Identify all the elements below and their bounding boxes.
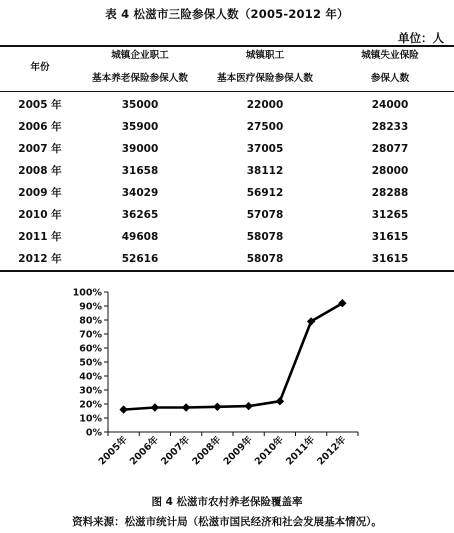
y-tick-label: 10% <box>79 413 102 425</box>
medical-cell: 56912 <box>246 187 284 199</box>
pension-cell: 35900 <box>121 121 159 133</box>
unemployment-cell: 24000 <box>371 99 409 111</box>
y-tick-label: 70% <box>79 329 102 341</box>
year-cell: 2007 年 <box>18 143 62 155</box>
medical-cell: 58078 <box>246 253 284 265</box>
y-tick-label: 50% <box>79 357 102 369</box>
figure-caption: 图 4 松滋市农村养老保险覆盖率 <box>151 496 303 508</box>
x-tick-label: 2012年 <box>315 434 349 468</box>
header-pension-line2: 基本养老保险参保人数 <box>92 73 188 84</box>
table-title: 表 4 松滋市三险参保人数（2005-2012 年） <box>105 7 349 21</box>
unemployment-cell: 28077 <box>371 143 409 155</box>
data-point-marker <box>276 397 284 405</box>
x-tick-label: 2006年 <box>127 434 161 468</box>
medical-cell: 58078 <box>246 231 284 243</box>
medical-cell: 22000 <box>246 99 284 111</box>
unemployment-cell: 31265 <box>371 209 409 221</box>
header-unemployment-line1: 城镇失业保险 <box>361 50 419 61</box>
source-note: 资料来源：松滋市统计局（松滋市国民经济和社会发展基本情况）。 <box>72 516 382 528</box>
year-cell: 2006 年 <box>18 121 62 133</box>
pension-cell: 35000 <box>121 99 159 111</box>
unemployment-cell: 31615 <box>371 253 409 265</box>
year-cell: 2011 年 <box>18 231 62 243</box>
pension-cell: 36265 <box>121 209 159 221</box>
x-tick-label: 2010年 <box>252 434 286 468</box>
y-tick-label: 20% <box>79 399 102 411</box>
coverage-line-chart <box>60 280 370 490</box>
y-tick-label: 40% <box>79 371 102 383</box>
year-cell: 2010 年 <box>18 209 62 221</box>
header-year: 年份 <box>30 62 50 73</box>
pension-cell: 34029 <box>121 187 159 199</box>
x-tick-label: 2011年 <box>284 434 318 468</box>
medical-cell: 38112 <box>246 165 284 177</box>
data-point-marker <box>119 405 127 413</box>
medical-cell: 27500 <box>246 121 284 133</box>
x-tick-label: 2009年 <box>221 434 255 468</box>
pension-cell: 49608 <box>121 231 159 243</box>
y-tick-label: 100% <box>72 287 102 299</box>
year-cell: 2008 年 <box>18 165 62 177</box>
data-point-marker <box>244 402 252 410</box>
chart-series <box>119 299 346 414</box>
x-axis <box>96 432 358 468</box>
x-tick-label: 2005年 <box>96 434 130 468</box>
table-bottom-rule <box>0 270 454 272</box>
header-medical-line2: 基本医疗保险参保人数 <box>217 73 313 84</box>
y-tick-label: 30% <box>79 385 102 397</box>
header-unemployment-line2: 参保人数 <box>370 73 410 84</box>
y-tick-label: 80% <box>79 315 102 327</box>
data-point-marker <box>151 403 159 411</box>
medical-cell: 57078 <box>246 209 284 221</box>
y-tick-label: 60% <box>79 343 102 355</box>
y-tick-label: 90% <box>79 301 102 313</box>
pension-cell: 39000 <box>121 143 159 155</box>
pension-cell: 31658 <box>121 165 159 177</box>
data-point-marker <box>182 403 190 411</box>
x-tick-label: 2008年 <box>190 434 224 468</box>
unit-label: 单位：人 <box>398 31 444 45</box>
pension-cell: 52616 <box>121 253 159 265</box>
year-cell: 2005 年 <box>18 99 62 111</box>
year-cell: 2012 年 <box>18 253 62 265</box>
medical-cell: 37005 <box>246 143 284 155</box>
x-tick-label: 2007年 <box>159 434 193 468</box>
unemployment-cell: 31615 <box>371 231 409 243</box>
y-axis <box>73 288 108 439</box>
year-cell: 2009 年 <box>18 187 62 199</box>
header-pension-line1: 城镇企业职工 <box>111 50 169 61</box>
header-medical-line1: 城镇职工 <box>245 50 285 61</box>
data-point-marker <box>213 403 221 411</box>
y-tick-label: 0% <box>85 427 102 439</box>
unemployment-cell: 28233 <box>371 121 409 133</box>
unemployment-cell: 28288 <box>371 187 409 199</box>
unemployment-cell: 28000 <box>371 165 409 177</box>
